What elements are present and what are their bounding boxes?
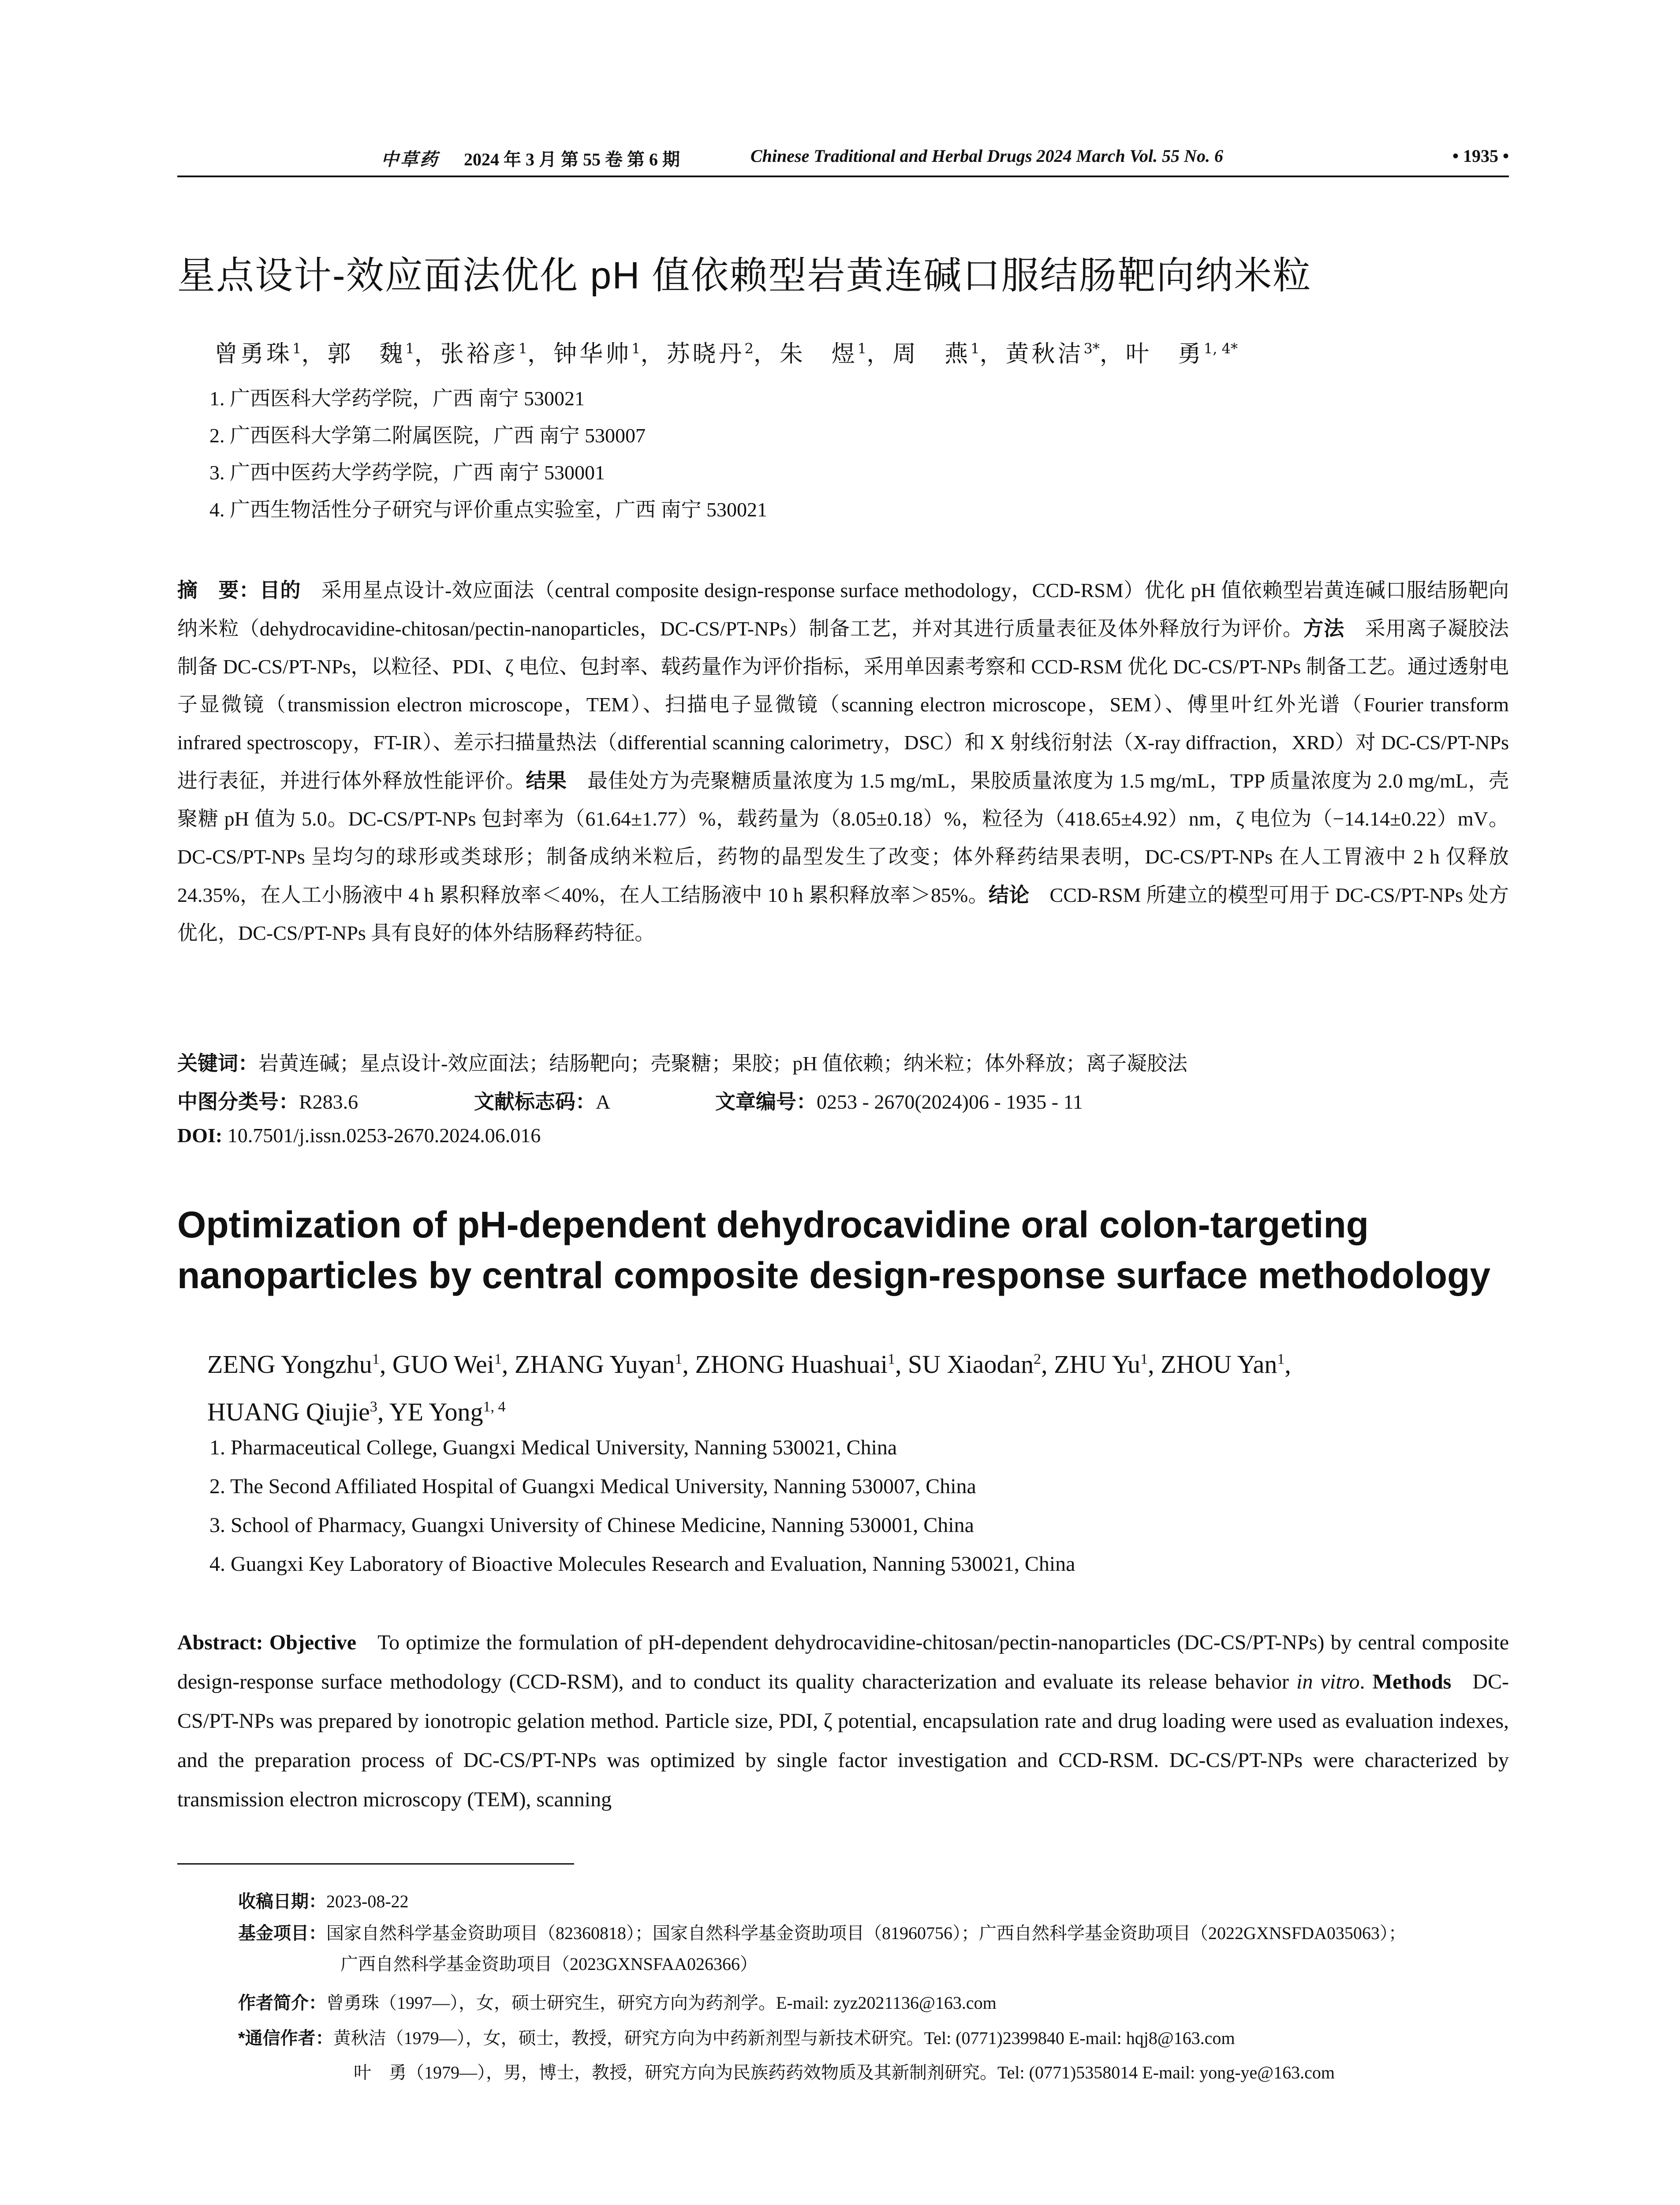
author-cn: 曾勇珠$^1$ — [214, 340, 302, 367]
author-en: ZHONG Huashuai$^1$ — [695, 1350, 895, 1379]
abstract-cn — [177, 571, 1509, 952]
author-cn: 周 燕$^1$ — [892, 340, 980, 367]
received-date: 2023-08-22 — [326, 1891, 409, 1911]
author-en: SU Xiaodan$^2$ — [907, 1350, 1042, 1379]
affiliation-en-4: 4. Guangxi Key Laboratory of Bioactive Molecules Research and Evaluation, Nanning 530021, China — [209, 1552, 1075, 1576]
doc-code-value: A — [596, 1091, 611, 1113]
journal-name-cn: 中草药 — [381, 149, 439, 169]
header-rule — [177, 176, 1509, 177]
issue-en: Chinese Traditional and Herbal Drugs 2024 March Vol. 55 No. 6 — [750, 146, 1224, 166]
title-en: Optimization of pH-dependent dehydrocavidine oral colon-targeting nanoparticles by central composite design-response surface methodology — [177, 1204, 1491, 1296]
footnote-fund — [238, 1919, 1510, 1944]
page-number: • 1935 • — [1452, 146, 1509, 166]
results-label: 结果 — [526, 769, 567, 792]
footnote-rule — [177, 1863, 574, 1865]
fund-text-2: 广西自然科学基金资助项目（2023GXNSFAA026366） — [340, 1954, 758, 1974]
author-cn: 郭 魏$^1$ — [327, 340, 414, 367]
doc-code-line — [474, 1086, 610, 1115]
author-en: ZHOU Yan$^1$ — [1161, 1350, 1285, 1379]
keywords-label: 关键词： — [177, 1052, 258, 1075]
author-en: ZENG Yongzhu$^1$ — [207, 1350, 380, 1379]
doc-code-label: 文献标志码： — [474, 1090, 596, 1113]
abstract-methods: 采用离子凝胶法制备 DC-CS/PT-NPs，以粒径、PDI、ζ 电位、包封率、载药量作为评价指标，采用单因素考察和 CCD-RSM 优化 DC-CS/PT-NPs 制备工艺。通过透射电子显微镜（transmission electron microscope，TEM）、扫描电子显微镜（scanning electron microscope，SEM）、傅里叶红外光谱（Fourier transform infrared spectroscopy，FT-IR）、差示扫描量热法（differential scanning calorimetry，DSC）和 X 射线衍射法（X-ray diffraction，XRD）对 DC-CS/PT-NPs 进行表征，并进行体外释放性能评价。 — [177, 617, 1509, 792]
author-en: GUO Wei$^1$ — [392, 1350, 502, 1379]
author-en: ZHANG Yuyan$^1$ — [514, 1350, 683, 1379]
author-cn: 张裕彦$^1$ — [440, 340, 528, 367]
fund-label: 基金项目： — [238, 1924, 326, 1943]
fund-text-1: 国家自然科学基金资助项目（82360818）；国家自然科学基金资助项目（81960756）；广西自然科学基金资助项目（2022GXNSFDA035063）； — [326, 1923, 1406, 1943]
methods-en-label: Methods — [1372, 1670, 1452, 1693]
doi-value: 10.7501/j.issn.0253-2670.2024.06.016 — [227, 1124, 541, 1147]
affiliation-cn-4: 4. 广西生物活性分子研究与评价重点实验室，广西 南宁 530021 — [209, 498, 767, 521]
bio-text: 曾勇珠（1997—），女，硕士研究生，研究方向为药剂学。E-mail: zyz2021136@163.com — [326, 1993, 997, 2013]
author-en: ZHU Yu$^1$ — [1054, 1350, 1148, 1379]
doi-line — [177, 1124, 541, 1147]
corr-label: *通信作者： — [238, 2029, 333, 2048]
author-cn: 朱 煜$^1$ — [779, 340, 867, 367]
corr-text-1: 黄秋洁（1979—），女，硕士，教授，研究方向为中药新剂型与新技术研究。Tel: (0771)2399840 E-mail: hqj8@163.com — [333, 2028, 1235, 2048]
running-header — [177, 146, 1509, 176]
footnote-corresponding — [238, 2024, 1235, 2049]
authors-cn: 曾勇珠$^1$，郭 魏$^1$，张裕彦$^1$，钟华帅$^1$，苏晓丹$^2$，朱 煜$^1$，周 燕$^1$，黄秋洁$^{3*}$，叶 勇$^{1, 4*}$ — [214, 340, 1238, 367]
author-cn: 黄秋洁$^{3*}$ — [1005, 340, 1100, 367]
author-en: YE Yong$^{1, 4}$ — [389, 1397, 506, 1426]
corr-text-2: 叶 勇（1979—），男，博士，教授，研究方向为民族药药效物质及其新制剂研究。Tel: (0771)5358014 E-mail: yong-ye@163.com — [354, 2063, 1335, 2082]
affiliation-en-1: 1. Pharmaceutical College, Guangxi Medical University, Nanning 530021, China — [209, 1436, 897, 1459]
abstract-en-label: Abstract: Objective — [177, 1631, 357, 1654]
clc-label: 中图分类号： — [177, 1090, 299, 1113]
article-no-value: 0253 - 2670(2024)06 - 1935 - 11 — [817, 1091, 1083, 1113]
conclusion-label: 结论 — [988, 883, 1030, 906]
bio-label: 作者简介： — [238, 1993, 326, 2013]
received-label: 收稿日期： — [238, 1892, 326, 1911]
authors-en-line-1: ZENG Yongzhu$^1$, GUO Wei$^1$, ZHANG Yuyan$^1$, ZHONG Huashuai$^1$, SU Xiaodan$^2$, ZHU Yu$^1$, ZHOU Yan$^1$, — [207, 1350, 1291, 1379]
affiliation-cn-3: 3. 广西中医药大学药学院，广西 南宁 530001 — [209, 461, 605, 484]
affiliation-cn-1: 1. 广西医科大学药学院，广西 南宁 530021 — [209, 387, 585, 410]
issue-cn: 2024 年 3 月 第 55 卷 第 6 期 — [464, 149, 680, 169]
abstract-en-objective: To optimize the formulation of pH-dependent dehydrocavidine-chitosan/pectin-nanoparticles (DC-CS/PT-NPs) by central composite design-response surface methodology (CCD-RSM), and to conduct its quality characterization and evaluate its release behavior — [177, 1631, 1509, 1693]
clc-value: R283.6 — [299, 1091, 358, 1113]
author-cn: 叶 勇$^{1, 4*}$ — [1125, 340, 1238, 367]
abstract-results: 最佳处方为壳聚糖质量浓度为 1.5 mg/mL，果胶质量浓度为 1.5 mg/mL，TPP 质量浓度为 2.0 mg/mL，壳聚糖 pH 值为 5.0。DC-CS/PT-NPs 包封率为（61.64±1.77）%，载药量为（8.05±0.18）%，粒径为（418.65±4.92）nm，ζ 电位为（−14.14±0.22）mV。DC-CS/PT-NPs 呈均匀的球形或类球形；制备成纳米粒后，药物的晶型发生了改变；体外释药结果表明，DC-CS/PT-NPs 在人工胃液中 2 h 仅释放 24.35%，在人工小肠液中 4 h 累积释放率＜40%，在人工结肠液中 10 h 累积释放率＞85%。 — [177, 770, 1509, 906]
authors-en — [207, 1338, 1512, 1433]
footnote-author-bio — [238, 1989, 997, 2014]
footnote-received — [238, 1887, 409, 1913]
in-vitro-term: in vitro — [1296, 1670, 1360, 1693]
affiliation-en-3: 3. School of Pharmacy, Guangxi University of Chinese Medicine, Nanning 530001, China — [209, 1514, 974, 1537]
keywords-cn — [177, 1047, 1509, 1076]
objective-label: 目的 — [259, 579, 301, 602]
author-cn: 苏晓丹$^2$ — [666, 340, 754, 367]
article-no-line — [715, 1086, 1083, 1115]
abstract-en-methods: DC-CS/PT-NPs was prepared by ionotropic gelation method. Particle size, PDI, ζ potential, encapsulation rate and drug loading were used as evaluation indexes, and the preparation process of DC-CS/PT-NPs was optimized by single factor investigation and CCD-RSM. DC-CS/PT-NPs were characterized by transmission electron microscopy (TEM), scanning — [177, 1670, 1509, 1811]
affiliation-cn-2: 2. 广西医科大学第二附属医院，广西 南宁 530007 — [209, 424, 646, 447]
methods-label: 方法 — [1303, 617, 1344, 640]
abstract-objective: 采用星点设计-效应面法（central composite design-response surface methodology，CCD-RSM）优化 pH 值依赖型岩黄连碱口服结肠靶向纳米粒（dehydrocavidine-chitosan/pectin-nanoparticles，DC-CS/PT-NPs）制备工艺，并对其进行质量表征及体外释放行为评价。 — [177, 579, 1509, 640]
abstract-conclusion: CCD-RSM 所建立的模型可用于 DC-CS/PT-NPs 处方优化，DC-CS/PT-NPs 具有良好的体外结肠释药特征。 — [177, 884, 1509, 944]
doi-label: DOI: — [177, 1124, 223, 1147]
article-no-label: 文章编号： — [715, 1090, 817, 1113]
author-en: HUANG Qiujie$^3$ — [207, 1397, 377, 1426]
author-cn: 钟华帅$^1$ — [553, 340, 641, 367]
abstract-en: Abstract: Objective To optimize the formulation of pH-dependent dehydrocavidine-chitosan/pectin-nanoparticles (DC-CS/PT-NPs) by central composite design-response surface methodology (CCD-RSM), and to conduct its quality characterization and evaluate its release behavior in vitro. Methods DC-CS/PT-NPs was prepared by ionotropic gelation method. Particle size, PDI, ζ potential, encapsulation rate and drug loading were used as evaluation indexes, and the preparation process of DC-CS/PT-NPs was optimized by single factor investigation and CCD-RSM. DC-CS/PT-NPs were characterized by transmission electron microscopy (TEM), scanning — [177, 1631, 1509, 1811]
affiliation-en-2: 2. The Second Affiliated Hospital of Guangxi Medical University, Nanning 530007, China — [209, 1475, 976, 1498]
abstract-label: 摘 要： — [177, 579, 260, 602]
authors-en-line-2: HUANG Qiujie$^3$, YE Yong$^{1, 4}$ — [207, 1397, 506, 1426]
title-cn: 星点设计-效应面法优化 pH 值依赖型岩黄连碱口服结肠靶向纳米粒 — [177, 254, 1312, 297]
classification-line — [177, 1086, 358, 1115]
keywords-text: 岩黄连碱；星点设计-效应面法；结肠靶向；壳聚糖；果胶；pH 值依赖；纳米粒；体外释放；离子凝胶法 — [258, 1052, 1188, 1075]
